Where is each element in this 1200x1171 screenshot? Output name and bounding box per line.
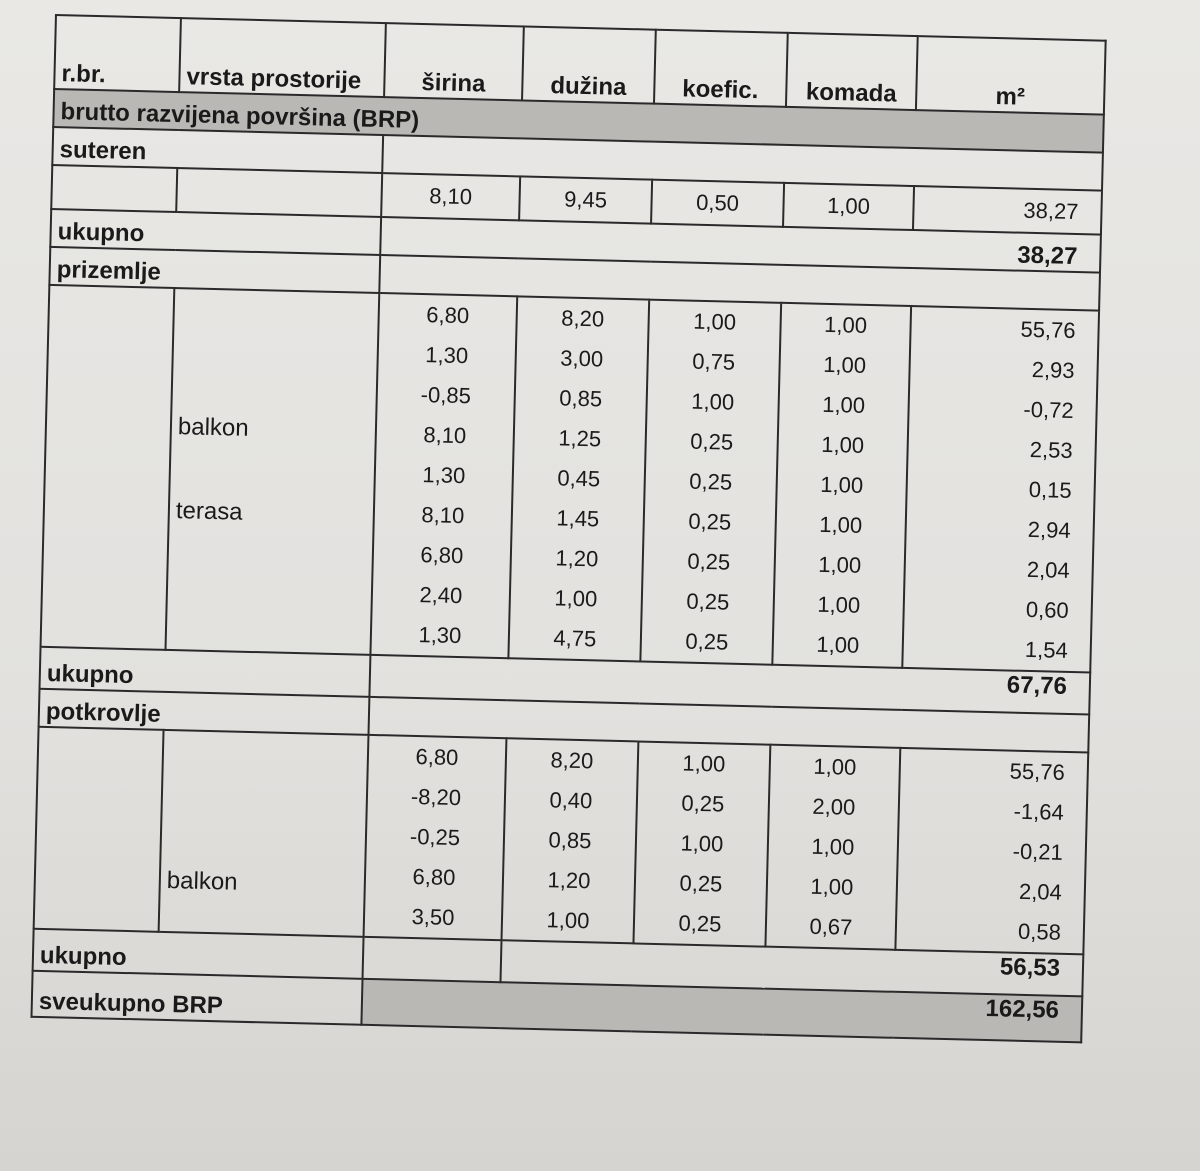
cell-value: 1,00	[682, 750, 726, 777]
cell-value: 1,00	[821, 391, 866, 418]
cell-value: 0,58	[1017, 918, 1062, 945]
cell-value: 6,80	[420, 542, 464, 569]
cell-value: 1,00	[813, 753, 857, 780]
header-m2: m²	[916, 36, 1106, 115]
potkrovlje-m2-col	[902, 749, 1065, 953]
cell-value: 1,00	[816, 631, 860, 658]
cell-value: 0,25	[688, 508, 732, 535]
cell-value: 8,20	[550, 747, 594, 774]
cell-value: 1,00	[811, 833, 855, 860]
cell-value: 1,45	[556, 505, 600, 532]
cell-value: 0,25	[678, 910, 722, 937]
cell-value: 6,80	[415, 744, 459, 771]
cell-value: 0,67	[809, 913, 853, 940]
cell-value: 2,53	[1029, 436, 1073, 463]
brp-table-wrapper	[30, 14, 1104, 1043]
prizemlje-duzina-col	[515, 298, 642, 661]
cell-value: -0,25	[409, 823, 461, 851]
room-label-terasa: terasa	[175, 497, 243, 526]
potkrovlje-koefic-col	[640, 743, 763, 946]
cell-value: 1,30	[422, 462, 466, 489]
suteren-total: 38,27	[380, 217, 1101, 273]
ukupno-label: ukupno	[33, 929, 364, 979]
potkrovlje-data-block	[34, 727, 1089, 955]
prizemlje-sirina-col	[377, 294, 510, 657]
cell-value: 1,54	[1024, 636, 1069, 663]
cell-value: 1,20	[555, 545, 599, 572]
room-label-balkon: balkon	[166, 866, 238, 896]
cell-value: 1,00	[691, 388, 735, 415]
brp-table	[30, 14, 1106, 1043]
cell-value: 1,00	[818, 551, 862, 578]
cell-value: 0,25	[689, 468, 733, 495]
cell-value: 2,93	[1031, 356, 1075, 384]
cell-value: 1,00	[810, 873, 854, 900]
grand-total-value: 162,56	[361, 979, 1082, 1043]
cell-value: -0,21	[1012, 838, 1064, 865]
potkrovlje-sirina-col	[371, 736, 500, 939]
prizemlje-room-labels	[165, 288, 379, 655]
cell-value: 1,20	[547, 867, 591, 894]
cell-value: 2,00	[812, 793, 856, 820]
cell-duzina: 9,45	[519, 176, 652, 223]
section-label-suteren: suteren	[52, 127, 383, 173]
prizemlje-data-block	[41, 285, 1100, 673]
cell-value: 1,30	[418, 622, 462, 649]
room-label-balkon: balkon	[177, 413, 249, 442]
prizemlje-koefic-col	[647, 301, 774, 664]
cell-value: 1,00	[817, 591, 861, 618]
cell-value: 2,40	[419, 582, 463, 609]
potkrovlje-room-labels	[159, 730, 369, 937]
cell-value: 1,00	[823, 311, 868, 338]
cell-value: 0,25	[687, 548, 731, 575]
header-koefic: koefic.	[654, 30, 788, 107]
potkrovlje-total: 56,53	[500, 940, 1083, 996]
header-rbr: r.br.	[54, 15, 181, 92]
cell-value: 3,00	[560, 345, 604, 372]
cell-value: 8,20	[560, 305, 605, 332]
cell-value: 1,00	[819, 511, 863, 538]
cell-value: 1,00	[546, 907, 590, 934]
potkrovlje-komada-col	[772, 746, 893, 949]
cell-value: 1,00	[822, 351, 867, 378]
cell-value: 55,76	[1009, 758, 1066, 785]
cell-komada: 1,00	[783, 183, 914, 230]
prizemlje-total: 67,76	[369, 655, 1090, 715]
cell-value: 0,40	[549, 787, 593, 814]
cell-value: -8,20	[410, 783, 462, 811]
section-label-prizemlje: prizemlje	[49, 247, 380, 293]
cell-value: 0,45	[557, 465, 601, 492]
cell-koefic: 0,50	[651, 180, 784, 227]
header-sirina: širina	[384, 23, 524, 100]
cell-value: 0,85	[548, 827, 592, 854]
ukupno-label: ukupno	[40, 647, 371, 697]
cell-value: 0,15	[1028, 476, 1072, 503]
cell-value: 8,10	[421, 502, 465, 529]
cell-sirina: 8,10	[381, 173, 520, 220]
cell-value: 1,00	[820, 471, 864, 498]
cell-value: 1,00	[820, 431, 865, 458]
cell-value: 8,10	[423, 422, 467, 449]
cell-value: 0,25	[681, 790, 725, 817]
cell-value: 0,25	[690, 428, 734, 455]
cell-value: 2,94	[1027, 516, 1071, 543]
cell-value: 6,80	[426, 302, 470, 329]
cell-m2: 38,27	[913, 186, 1102, 235]
grand-total-label: sveukupno BRP	[31, 971, 362, 1025]
cell-value: 2,04	[1026, 556, 1071, 583]
cell-value: 2,04	[1018, 878, 1063, 905]
cell-value: 6,80	[412, 863, 456, 891]
cell-value: 4,75	[553, 625, 597, 652]
cell-value: 1,00	[680, 830, 724, 857]
cell-value: -0,85	[420, 382, 472, 409]
cell-value: 1,00	[554, 585, 598, 612]
prizemlje-m2-col	[909, 307, 1076, 671]
cell-value: 0,75	[691, 348, 736, 375]
table-title: brutto razvijena površina (BRP)	[53, 89, 1104, 153]
cell-value: -0,72	[1023, 396, 1074, 424]
cell-value: 1,00	[692, 308, 737, 335]
header-vrsta: vrsta prostorije	[179, 18, 386, 97]
cell-value: 0,25	[685, 628, 729, 655]
cell-value: 0,25	[679, 870, 723, 897]
ukupno-label: ukupno	[50, 209, 381, 255]
cell-value: 0,85	[559, 385, 603, 412]
prizemlje-komada-col	[779, 304, 904, 667]
cell-value: -1,64	[1013, 798, 1065, 825]
potkrovlje-duzina-col	[509, 739, 632, 942]
cell-value: 3,50	[411, 903, 455, 931]
cell-value: 0,25	[686, 588, 730, 615]
cell-value: 0,60	[1025, 596, 1070, 623]
cell-value: 1,30	[425, 342, 469, 369]
header-duzina: dužina	[522, 26, 656, 103]
cell-value: 55,76	[1020, 316, 1076, 344]
cell-value: 1,25	[558, 425, 602, 452]
section-label-potkrovlje: potkrovlje	[39, 689, 370, 735]
header-komada: komada	[786, 33, 918, 110]
